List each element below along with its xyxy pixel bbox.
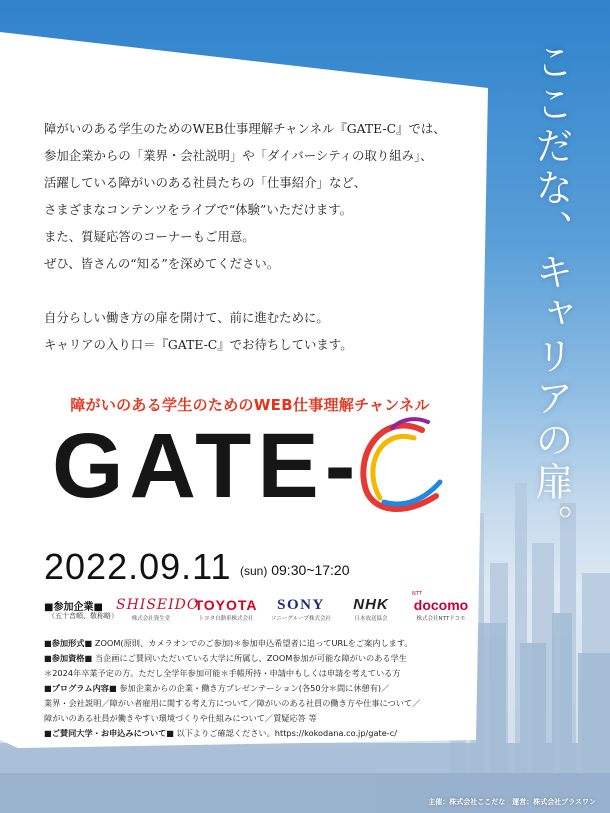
detail-line — [44, 666, 474, 681]
company-nhk — [346, 596, 396, 622]
event-date: 2022.09.11 — [44, 546, 232, 587]
detail-line — [44, 681, 474, 696]
company-logo-text: NHK — [353, 596, 389, 613]
intro-line: 活躍している障がいのある社員たちの「仕事紹介」など、 — [44, 175, 367, 190]
event-hours: 09:30~17:20 — [271, 562, 350, 578]
company-logo-text: SHISEIDO — [116, 597, 200, 613]
intro-line: また、質疑応答のコーナーもご用意。 — [44, 229, 255, 244]
company-logo-text: docomo — [413, 597, 469, 613]
event-day: (sun) — [240, 564, 268, 578]
event-details — [44, 636, 474, 741]
company-toyota — [194, 596, 258, 622]
intro-line: 参加企業からの「業界・会社説明」や「ダイバーシティの取り組み」、 — [44, 148, 433, 163]
company-sony — [268, 596, 334, 622]
intro-line: 自分らしい働き方の扉を開けて、前に進むために。 — [44, 310, 329, 325]
logo-letter: C — [394, 482, 395, 483]
companies-label: ■参加企業■ — [44, 602, 103, 613]
channel-subtitle: 障がいのある学生のためのWEB仕事理解チャンネル — [70, 396, 430, 414]
company-name: 株式会社資生堂 — [131, 616, 171, 622]
participating-companies — [44, 591, 484, 628]
detail-line — [44, 726, 474, 741]
company-name: 日本放送協会 — [354, 616, 388, 622]
company-shiseido — [116, 596, 200, 622]
detail-text: 参加企業からの企業・働き方プレゼンテーション(各50分＊間に休憩有)／ — [119, 683, 390, 693]
company-logo-text: TOYOTA — [194, 597, 258, 613]
company-logo-prefix: NTT — [412, 591, 422, 597]
tagline: ここだな、キャリアの扉。 — [529, 42, 573, 546]
intro-line: さまざまなコンテンツをライブで“体験”いただけます。 — [44, 202, 353, 217]
intro-line: ぜひ、皆さんの“知る”を深めてください。 — [44, 256, 280, 271]
detail-label: ■参加形式■ — [44, 638, 93, 648]
detail-text: 以下よりご確認ください。https://kokodana.co.jp/gate-c/ — [176, 728, 397, 738]
detail-text: 当企画にご賛同いただいている大学に所属し、ZOOM参加が可能な障がいのある学生 — [94, 653, 407, 663]
detail-text: ZOOM(原則、カメラオンでのご参加)＊参加申込希望者に追ってURLをご案内します。 — [94, 638, 413, 648]
logo-wordmark: GATE- — [52, 415, 362, 517]
detail-line — [44, 651, 474, 666]
detail-text: 業界・会社説明／障がい者雇用に関する考え方について／障がいのある社員の働き方や仕事について／ — [44, 698, 421, 708]
companies-note: （五十音順、敬称略） — [48, 612, 118, 620]
detail-label: ■参加資格■ — [44, 653, 93, 663]
gate-c-logo — [52, 412, 442, 522]
detail-label: ■ご賛同大学・お申込みについて■ — [44, 728, 174, 738]
company-name: ソニーグループ株式会社 — [271, 616, 331, 622]
detail-text: ＊2024年卒業予定の方。ただし全学年参加可能＊手帳所持・申請中もしくは申請を考えている方 — [44, 668, 401, 678]
organizer-credit: 主催：株式会社ここだな 運営：株式会社プラスワン — [428, 798, 596, 806]
intro-line: 障がいのある学生のためのWEB仕事理解チャンネル『GATE-C』では、 — [44, 121, 446, 136]
detail-text: 障がいのある社員が働きやすい環境づくりや仕組みについて／質疑応答 等 — [44, 713, 317, 723]
event-time — [240, 562, 349, 578]
logo-c-mark — [344, 412, 444, 522]
company-docomo — [410, 592, 472, 622]
detail-line — [44, 711, 474, 726]
company-name: 株式会社NTTドコモ — [416, 616, 466, 622]
detail-line — [44, 636, 474, 651]
company-name: トヨタ自動車株式会社 — [198, 616, 254, 622]
detail-label: ■プログラム内容■ — [44, 683, 117, 693]
detail-line — [44, 696, 474, 711]
company-logo-text: SONY — [277, 597, 325, 613]
intro-line: キャリアの入り口＝『GATE-C』でお待ちしています。 — [44, 337, 353, 352]
intro-text — [44, 115, 464, 358]
